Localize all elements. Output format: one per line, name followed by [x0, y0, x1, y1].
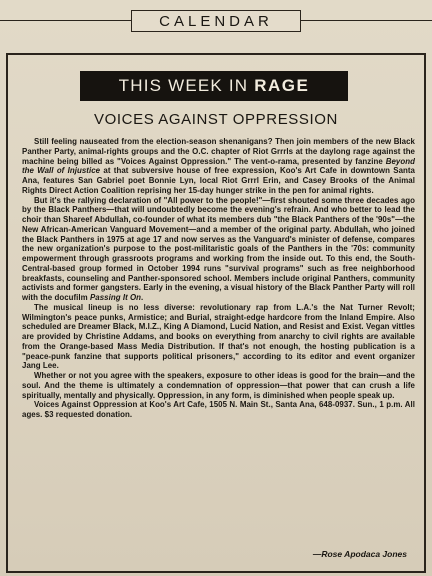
paragraph-text: Voices Against Oppression at Koo's Art Cafe, 1505 N. Main St., Santa Ana, 648-0937. Sun., 1 p.m. All ages. $3 requested donation. — [22, 400, 415, 419]
article-headline: VOICES AGAINST OPPRESSION — [94, 111, 338, 128]
article-paragraph — [22, 371, 415, 400]
paragraph-text: Still feeling nauseated from the election-season shenanigans? Then join members of the new Black Panther Party, animal-rights groups and the O.C. chapter of Riot Grrrls at the daylong rage against the machine being billed as "Voices Against Oppression." The vent-o-rama, presented by fanzine — [22, 137, 415, 166]
byline: —Rose Apodaca Jones — [312, 549, 407, 559]
banner-emphasis: RAGE — [254, 76, 310, 95]
italic-title: Beyond the Wall of Injustice — [22, 156, 415, 176]
article-body — [22, 137, 415, 420]
banner-prefix: THIS WEEK IN — [118, 76, 255, 95]
article-paragraph — [22, 196, 415, 303]
section-banner — [80, 71, 348, 101]
article-paragraph — [22, 137, 415, 196]
italic-title: Passing It On — [89, 293, 142, 302]
article-paragraph — [22, 303, 415, 371]
paragraph-text: Whether or not you agree with the speakers, exposure to other ideas is good for the brain—and the soul. And the theme is ultimately a condemnation of oppression—that power that can crush a life spiritually, mentally and physically. Oppression, in any form, is diminished when people speak up. — [22, 371, 415, 400]
paragraph-text: The musical lineup is no less diverse: revolutionary rap from L.A.'s the Nat Turner Revolt; Wilmington's peace punks, Armistice; and Burial, straight-edge hardcore from the Inland Empire. Also scheduled are Dreamer Black, M.I.Z., King A Diamond, Lucid Nation, and Resist and Exist. Vegan vittles are provided by Christine Addams, and books on everything from anarchy to civil rights are available from the Orange-based Mass Media Distribution. If that's not enough, the hosting publication is a "peace-punk fanzine that supports political prisoners," according to its editor and event organizer Jang Lee. — [22, 302, 415, 371]
section-label: CALENDAR — [131, 10, 301, 32]
calendar-header — [0, 0, 432, 42]
paragraph-text: . — [141, 293, 144, 302]
paragraph-text: at that subversive house of free expression, Koo's Art Cafe in downtown Santa Ana, features San Gabriel poet Bonnie Lyn, local Riot Grrrl Erin, and Casey Brooks of the Animal Rights Direct Action Coalition reprising her 15-day hunger strike in the pen for animal rights. — [22, 166, 415, 195]
article-paragraph — [22, 400, 415, 420]
paragraph-text: But it's the rallying declaration of "All power to the people!"—first shouted some three decades ago by the Black Panthers—that will undoubtedly become the evening's refrain. And who better to lead the choir than Shareef Abdullah, co-founder of what its members dub "the Black Panthers of the '90s"—the New African-American Vanguard Movement—and a member of the original party. Abdullah, who joined the Black Panthers in 1975 at age 17 and now serves as the Vanguard's minister of defense, compares the new organization's purpose to the post-militaristic goals of the Panthers in the '70s: community empowerment through grassroots programs and working from the inside out. To this end, the South-Central-based group formed in October 1994 runs "survival programs" such as free neighborhood breakfasts, counseling and Panther-sponsored school. Members include original Panthers, community activists and former gangsters. Early in the evening, a visual history of the Black Panther Party will roll with the docufilm — [22, 195, 415, 302]
